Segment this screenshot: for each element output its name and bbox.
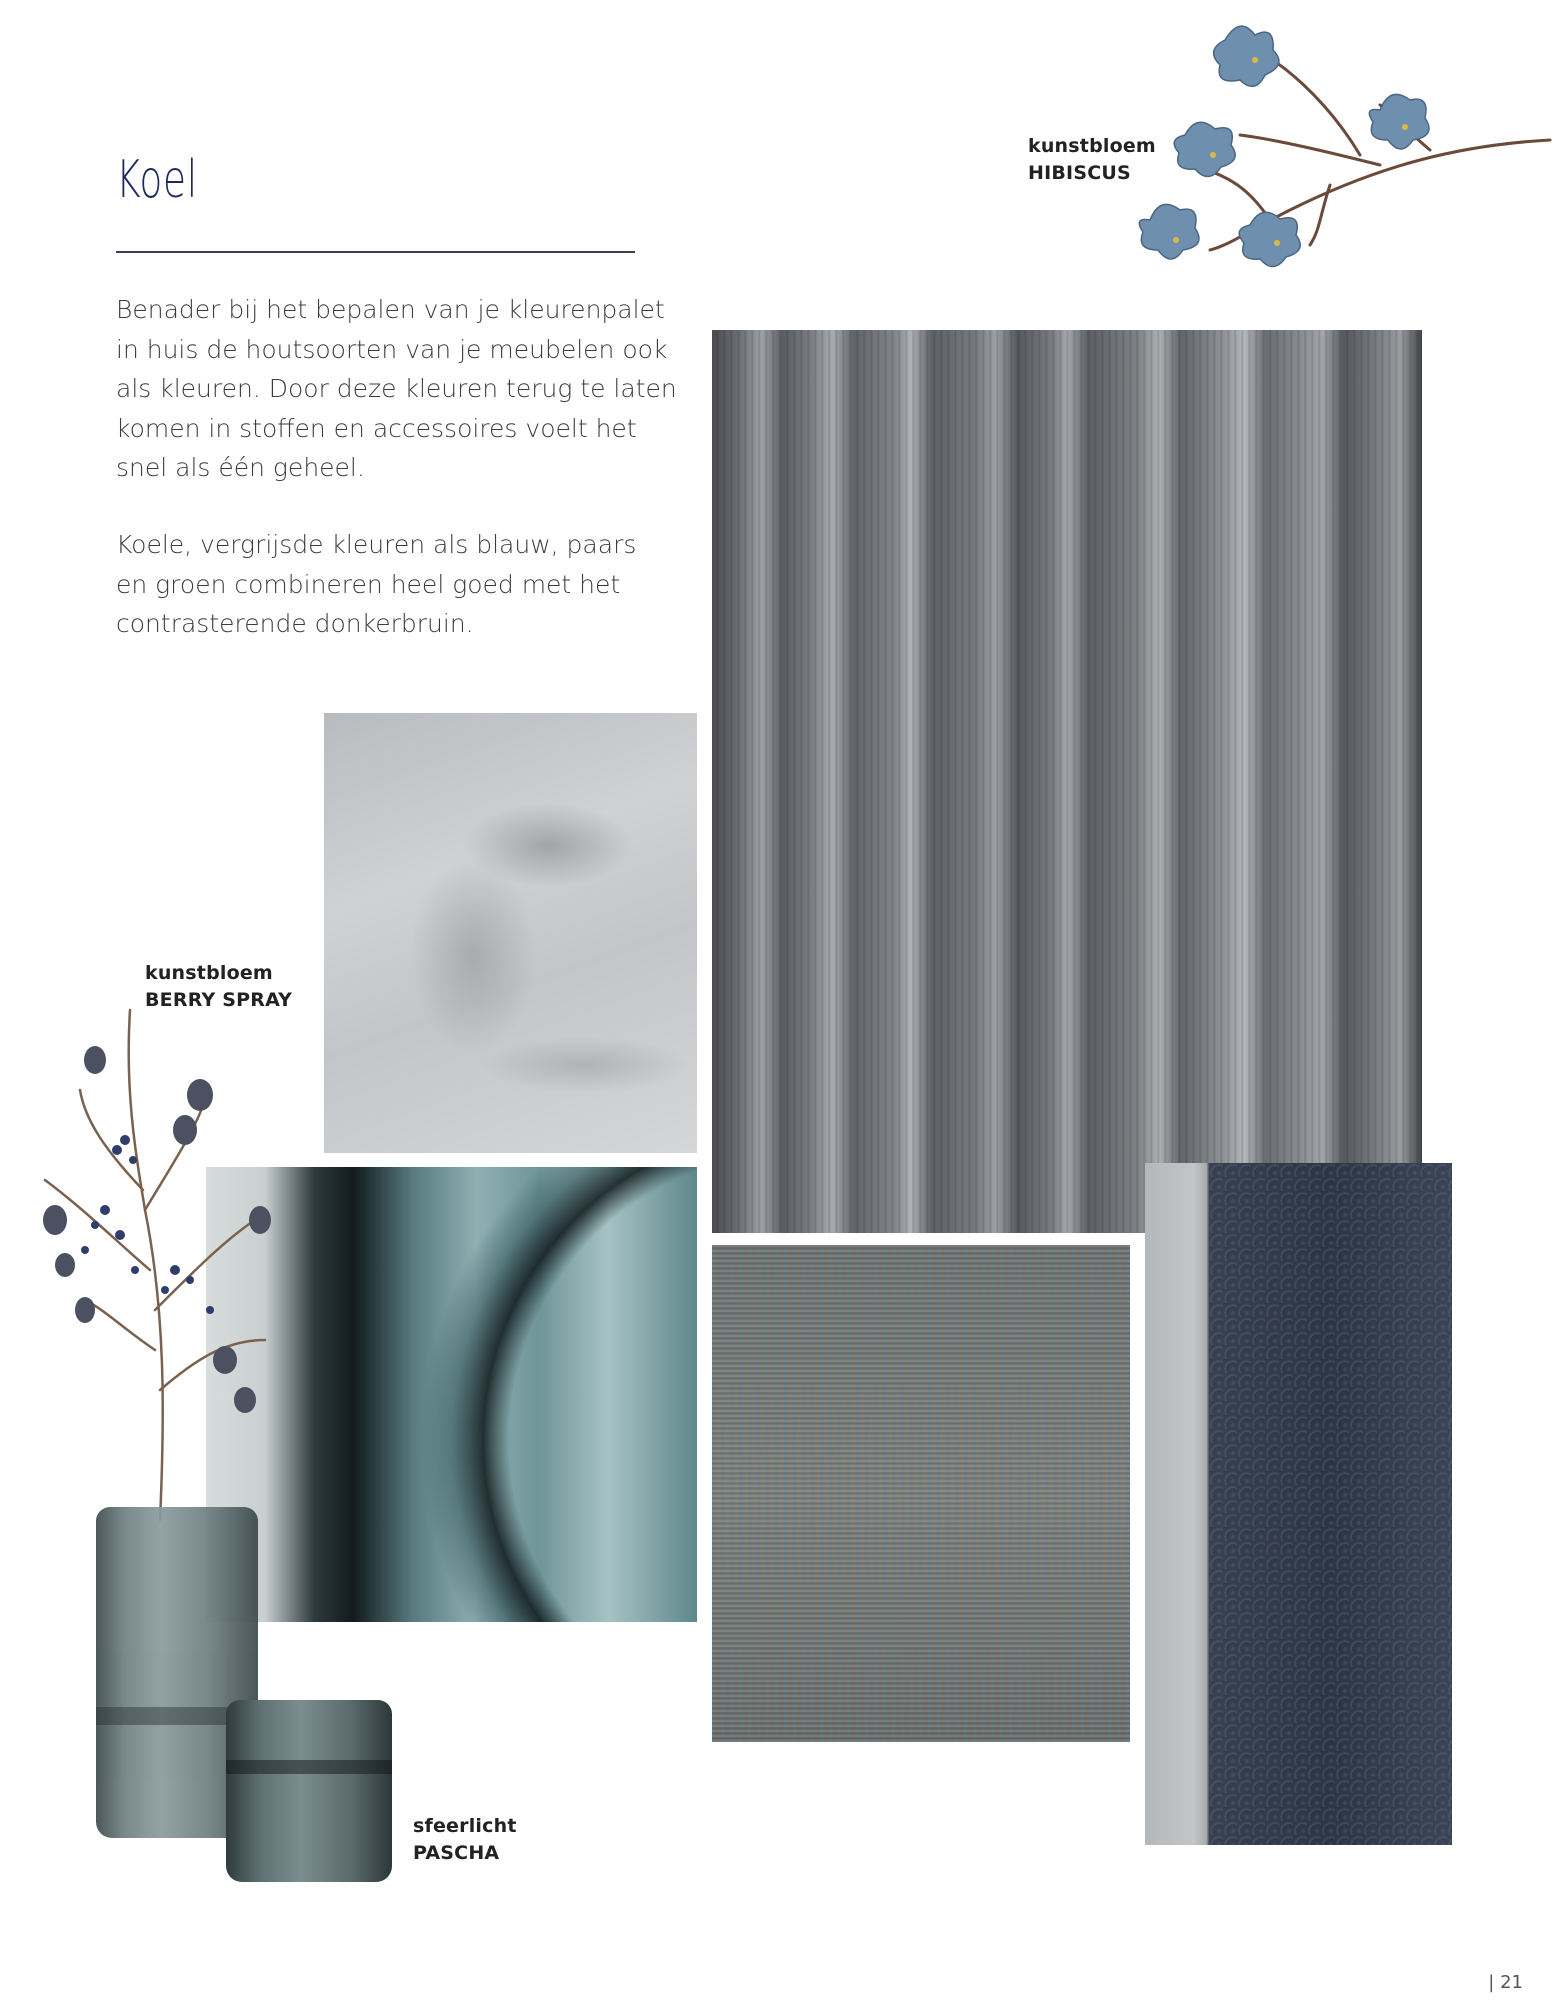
marble-swatch — [324, 713, 697, 1153]
product-name: BERRY SPRAY — [145, 989, 293, 1011]
intro-paragraph-2 — [116, 525, 656, 644]
product-label-berry-spray — [145, 960, 292, 1014]
text-line: en groen combineren heel goed met het — [116, 569, 621, 599]
pascha-small-vase-image — [226, 1700, 392, 1882]
product-category: sfeerlicht — [413, 1815, 517, 1837]
boucle-fabric-swatch — [1145, 1163, 1452, 1845]
product-label-hibiscus — [1028, 133, 1156, 187]
product-name: PASCHA — [413, 1842, 500, 1864]
product-name: HIBISCUS — [1028, 162, 1131, 184]
product-category: kunstbloem — [1028, 135, 1156, 157]
product-label-pascha — [413, 1813, 517, 1867]
text-line: contrasterende donkerbruin. — [116, 609, 474, 638]
intro-paragraph-1 — [116, 290, 677, 488]
page-title: Koel — [116, 150, 198, 210]
text-line: als kleuren. Door deze kleuren terug te laten — [116, 374, 677, 403]
wood-slats-swatch — [712, 330, 1422, 1233]
text-line: Benader bij het bepalen van je kleurenpalet — [116, 295, 665, 324]
text-line: snel als één geheel. — [116, 453, 365, 482]
berry-spray-image — [25, 1010, 285, 1530]
tweed-fabric-swatch — [712, 1245, 1130, 1742]
page-number: | 21 — [1488, 1972, 1523, 1993]
text-line: in huis de houtsoorten van je meubelen ook — [116, 334, 668, 364]
text-line: komen in stoffen en accessoires voelt het — [116, 413, 637, 443]
text-line: Koele, vergrijsde kleuren als blauw, paars — [116, 530, 637, 559]
product-category: kunstbloem — [145, 962, 273, 984]
hibiscus-flower-image — [1130, 15, 1555, 300]
title-divider — [116, 251, 635, 253]
